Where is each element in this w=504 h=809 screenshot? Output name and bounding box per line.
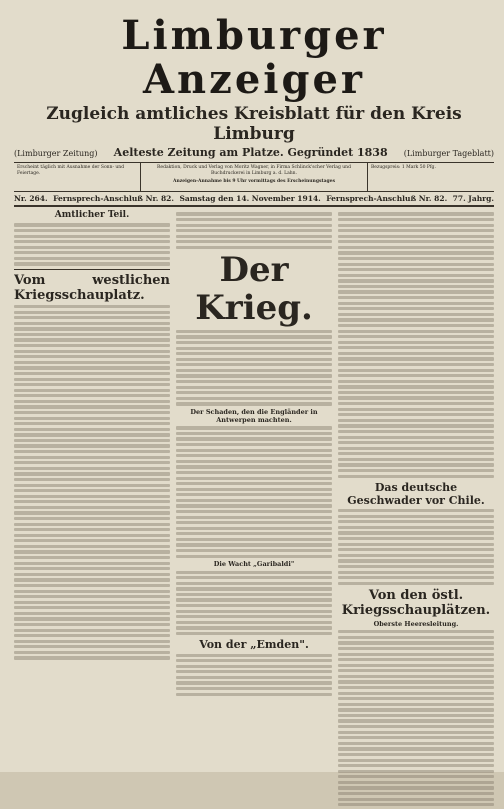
col2-sub-head-2: Die Wacht „Garibaldi" [213, 560, 295, 569]
col1-head: Vom westlichen Kriegsschauplatz. [14, 272, 170, 303]
col1-text-top [14, 223, 170, 265]
newspaper-subtitle: Zugleich amtliches Kreisblatt für den Kreis Limburg [46, 104, 462, 144]
column-2 [176, 210, 332, 809]
tag-right: (Limburger Tageblatt) [403, 149, 494, 158]
col2-text-top [176, 212, 332, 249]
col3-sub-head-2: Oberste Heeresleitung. [373, 619, 459, 628]
phone-right: Fernsprech-Anschluß Nr. 82. [326, 194, 448, 203]
info-left: Erscheint täglich mit Ausnahme der Sonn- und Feiertage. [14, 163, 141, 191]
col2-sub-head-3: Von der „Emden". [199, 638, 309, 652]
col3-head: Von den östl. Kriegsschauplätzen. [341, 587, 491, 618]
info-middle [141, 163, 368, 191]
issue-number: Nr. 264. [14, 194, 48, 203]
col1-text [14, 305, 170, 660]
info-right: Bezugspreis: 1 Mark 50 Pfg. [371, 165, 436, 170]
info-row [14, 162, 494, 192]
masthead [14, 14, 494, 159]
tagline-row [14, 146, 494, 159]
col2-text-c [176, 571, 332, 636]
col2-text-b [176, 426, 332, 557]
col2-sub-head: Der Schaden, den die Engländer in Antwerpen machten. [190, 407, 318, 424]
col2-big-head: Der Krieg. [195, 250, 313, 329]
year: 77. Jahrg. [452, 194, 494, 203]
info-middle-text-2: Anzeigen-Annahme bis 9 Uhr vormittags des Erscheinungstages [172, 179, 336, 184]
newspaper-title: Limburger Anzeiger [121, 12, 387, 103]
col3-text-c [338, 630, 494, 806]
dateline [14, 192, 494, 207]
tag-left: (Limburger Zeitung) [14, 149, 98, 158]
phone-left: Fernsprech-Anschluß Nr. 82. [53, 194, 174, 203]
issue-date: Samstag den 14. November 1914. [179, 194, 321, 203]
col3-text-a [338, 212, 494, 477]
tag-center: Aelteste Zeitung am Platze. Gegründet 1838 [113, 146, 388, 159]
col2-text-d [176, 654, 332, 696]
column-1 [14, 210, 170, 809]
column-3 [338, 210, 494, 809]
col2-text-a [176, 330, 332, 406]
columns [14, 210, 494, 809]
col3-text-b [338, 509, 494, 585]
col1-title: Amtlicher Teil. [54, 210, 130, 220]
info-middle-text: Redaktion, Druck und Verlag von Moritz Wagner, in Firma Schlinck'scher Verlag und Buchdruckerei in Limburg a. d. Lahn. [157, 165, 351, 176]
col3-sub-head: Das deutsche Geschwader vor Chile. [347, 480, 485, 507]
